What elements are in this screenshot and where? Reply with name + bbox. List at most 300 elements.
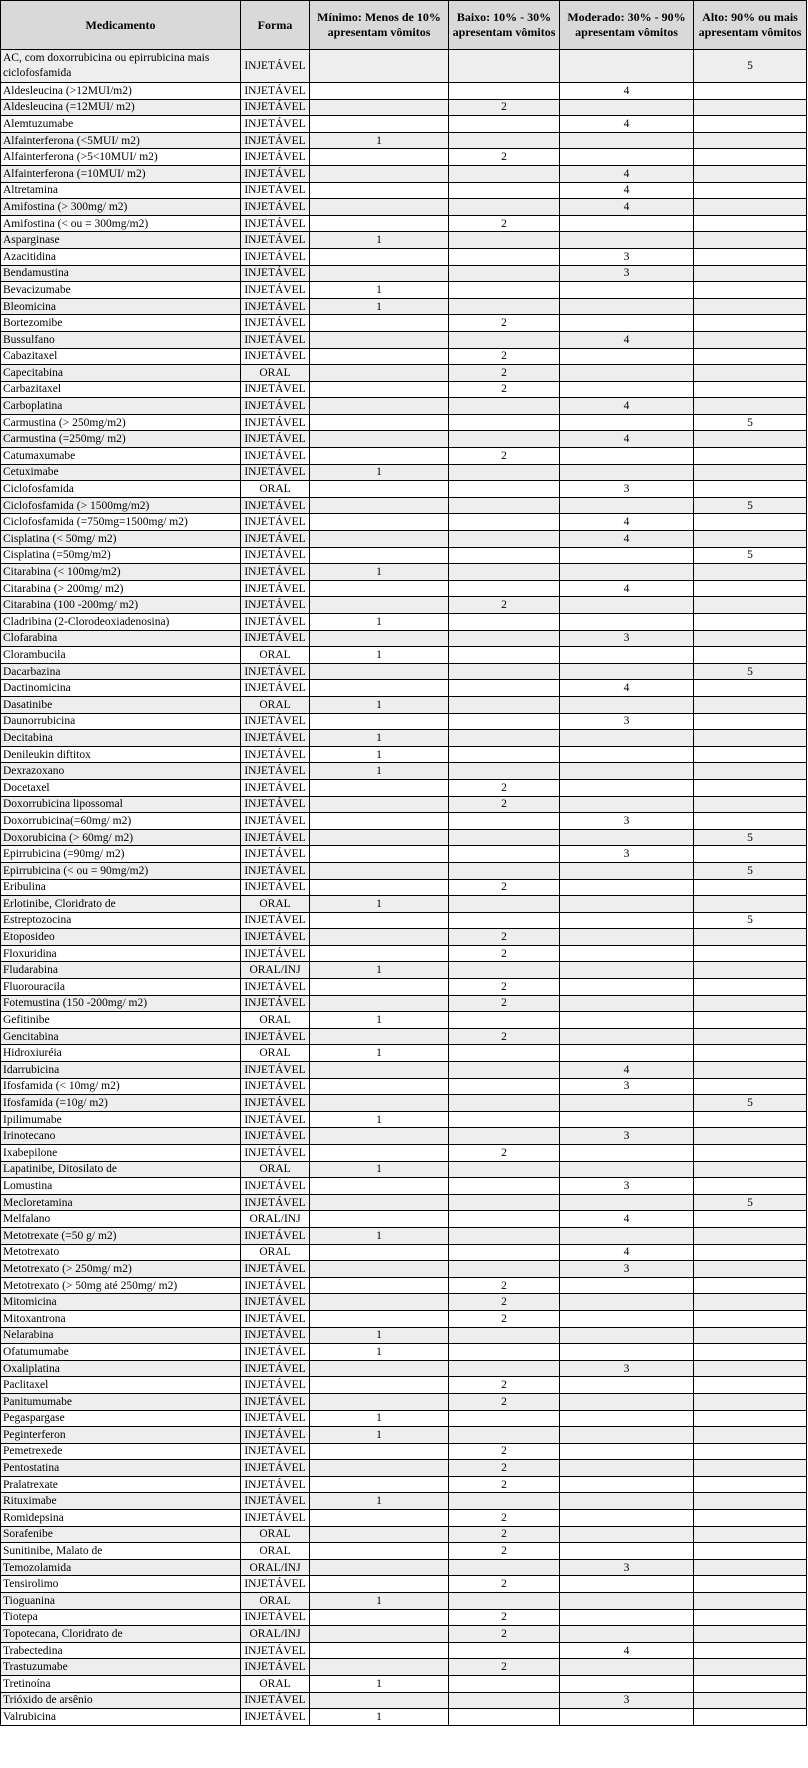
cell-alto bbox=[694, 1178, 807, 1195]
cell-forma: INJETÁVEL bbox=[241, 564, 310, 581]
cell-minimo bbox=[310, 1244, 449, 1261]
cell-alto bbox=[694, 398, 807, 415]
cell-minimo bbox=[310, 580, 449, 597]
cell-moderado bbox=[560, 448, 694, 465]
cell-forma: INJETÁVEL bbox=[241, 99, 310, 116]
cell-medicamento: Ciclofosfamida (> 1500mg/m2) bbox=[1, 497, 241, 514]
cell-forma: INJETÁVEL bbox=[241, 1642, 310, 1659]
cell-forma: INJETÁVEL bbox=[241, 1493, 310, 1510]
cell-forma: INJETÁVEL bbox=[241, 879, 310, 896]
cell-forma: ORAL bbox=[241, 1676, 310, 1693]
cell-medicamento: Temozolamida bbox=[1, 1559, 241, 1576]
cell-moderado bbox=[560, 1028, 694, 1045]
cell-forma: INJETÁVEL bbox=[241, 547, 310, 564]
cell-forma: INJETÁVEL bbox=[241, 846, 310, 863]
cell-baixo bbox=[449, 1111, 560, 1128]
cell-medicamento: Metotrexato (> 50mg até 250mg/ m2) bbox=[1, 1277, 241, 1294]
cell-alto bbox=[694, 1012, 807, 1029]
cell-minimo bbox=[310, 663, 449, 680]
cell-minimo bbox=[310, 929, 449, 946]
cell-forma: INJETÁVEL bbox=[241, 580, 310, 597]
cell-moderado bbox=[560, 315, 694, 332]
cell-forma: INJETÁVEL bbox=[241, 1443, 310, 1460]
cell-minimo bbox=[310, 365, 449, 382]
cell-minimo bbox=[310, 331, 449, 348]
cell-alto bbox=[694, 1128, 807, 1145]
table-row bbox=[1, 182, 807, 199]
cell-moderado bbox=[560, 1460, 694, 1477]
table-row bbox=[1, 829, 807, 846]
cell-forma: INJETÁVEL bbox=[241, 531, 310, 548]
cell-moderado bbox=[560, 763, 694, 780]
cell-medicamento: Cisplatina (=50mg/m2) bbox=[1, 547, 241, 564]
cell-baixo bbox=[449, 248, 560, 265]
cell-forma: INJETÁVEL bbox=[241, 1659, 310, 1676]
cell-medicamento: Dasatinibe bbox=[1, 696, 241, 713]
cell-alto bbox=[694, 1576, 807, 1593]
cell-forma: ORAL bbox=[241, 365, 310, 382]
table-row bbox=[1, 912, 807, 929]
table-row bbox=[1, 597, 807, 614]
cell-moderado bbox=[560, 1344, 694, 1361]
cell-forma: INJETÁVEL bbox=[241, 265, 310, 282]
cell-minimo bbox=[310, 1393, 449, 1410]
cell-medicamento: Asparginase bbox=[1, 232, 241, 249]
cell-minimo bbox=[310, 1261, 449, 1278]
table-row bbox=[1, 1659, 807, 1676]
cell-medicamento: Trastuzumabe bbox=[1, 1659, 241, 1676]
cell-forma: ORAL bbox=[241, 1045, 310, 1062]
cell-minimo: 1 bbox=[310, 1344, 449, 1361]
cell-alto bbox=[694, 680, 807, 697]
cell-moderado bbox=[560, 149, 694, 166]
cell-minimo bbox=[310, 1609, 449, 1626]
cell-medicamento: Denileukin diftitox bbox=[1, 746, 241, 763]
cell-medicamento: Alfainterferona (>5<10MUI/ m2) bbox=[1, 149, 241, 166]
cell-baixo bbox=[449, 896, 560, 913]
cell-medicamento: Ipilimumabe bbox=[1, 1111, 241, 1128]
cell-forma: INJETÁVEL bbox=[241, 116, 310, 133]
cell-forma: INJETÁVEL bbox=[241, 779, 310, 796]
cell-baixo bbox=[449, 1327, 560, 1344]
cell-moderado bbox=[560, 1111, 694, 1128]
cell-forma: INJETÁVEL bbox=[241, 414, 310, 431]
cell-forma: INJETÁVEL bbox=[241, 1427, 310, 1444]
cell-minimo bbox=[310, 448, 449, 465]
cell-baixo: 2 bbox=[449, 1626, 560, 1643]
cell-minimo bbox=[310, 1510, 449, 1527]
cell-minimo bbox=[310, 165, 449, 182]
cell-baixo bbox=[449, 1128, 560, 1145]
cell-alto bbox=[694, 1360, 807, 1377]
cell-baixo bbox=[449, 497, 560, 514]
cell-minimo bbox=[310, 414, 449, 431]
cell-baixo: 2 bbox=[449, 381, 560, 398]
cell-medicamento: Tioguanina bbox=[1, 1593, 241, 1610]
table-row bbox=[1, 1294, 807, 1311]
cell-forma: INJETÁVEL bbox=[241, 1128, 310, 1145]
col-header-alto: Alto: 90% ou mais apresentam vômitos bbox=[694, 1, 807, 50]
cell-medicamento: Carboplatina bbox=[1, 398, 241, 415]
table-row bbox=[1, 448, 807, 465]
cell-baixo bbox=[449, 813, 560, 830]
cell-moderado bbox=[560, 1277, 694, 1294]
cell-forma: ORAL/INJ bbox=[241, 1559, 310, 1576]
cell-alto bbox=[694, 1476, 807, 1493]
cell-medicamento: Carbazitaxel bbox=[1, 381, 241, 398]
cell-medicamento: Bendamustina bbox=[1, 265, 241, 282]
cell-minimo bbox=[310, 1543, 449, 1560]
cell-medicamento: Cetuximabe bbox=[1, 464, 241, 481]
cell-alto bbox=[694, 979, 807, 996]
cell-baixo bbox=[449, 962, 560, 979]
cell-baixo bbox=[449, 713, 560, 730]
cell-alto bbox=[694, 647, 807, 664]
cell-medicamento: Metotrexate (=50 g/ m2) bbox=[1, 1227, 241, 1244]
cell-forma: ORAL/INJ bbox=[241, 1626, 310, 1643]
table-row bbox=[1, 1559, 807, 1576]
cell-medicamento: Alfainterferona (<5MUI/ m2) bbox=[1, 132, 241, 149]
table-row bbox=[1, 1642, 807, 1659]
cell-alto bbox=[694, 232, 807, 249]
cell-minimo bbox=[310, 531, 449, 548]
cell-minimo: 1 bbox=[310, 1045, 449, 1062]
cell-moderado bbox=[560, 381, 694, 398]
cell-baixo: 2 bbox=[449, 979, 560, 996]
cell-forma: INJETÁVEL bbox=[241, 1709, 310, 1726]
cell-medicamento: Ciclofosfamida (=750mg=1500mg/ m2) bbox=[1, 514, 241, 531]
cell-moderado bbox=[560, 348, 694, 365]
cell-minimo bbox=[310, 995, 449, 1012]
cell-baixo bbox=[449, 1078, 560, 1095]
cell-alto bbox=[694, 1111, 807, 1128]
cell-forma: INJETÁVEL bbox=[241, 1277, 310, 1294]
cell-minimo bbox=[310, 1360, 449, 1377]
cell-forma: INJETÁVEL bbox=[241, 1476, 310, 1493]
cell-moderado: 3 bbox=[560, 1078, 694, 1095]
cell-moderado: 3 bbox=[560, 1360, 694, 1377]
cell-medicamento: Doxorrubicina(=60mg/ m2) bbox=[1, 813, 241, 830]
table-row bbox=[1, 1460, 807, 1477]
table-row bbox=[1, 1709, 807, 1726]
table-row bbox=[1, 1095, 807, 1112]
cell-baixo bbox=[449, 1194, 560, 1211]
cell-alto bbox=[694, 614, 807, 631]
cell-baixo bbox=[449, 1709, 560, 1726]
cell-minimo bbox=[310, 1443, 449, 1460]
cell-baixo: 2 bbox=[449, 365, 560, 382]
cell-forma: INJETÁVEL bbox=[241, 862, 310, 879]
cell-moderado bbox=[560, 929, 694, 946]
cell-forma: INJETÁVEL bbox=[241, 282, 310, 299]
table-row bbox=[1, 99, 807, 116]
cell-minimo bbox=[310, 116, 449, 133]
cell-forma: INJETÁVEL bbox=[241, 315, 310, 332]
cell-moderado bbox=[560, 779, 694, 796]
cell-baixo: 2 bbox=[449, 1443, 560, 1460]
table-row bbox=[1, 315, 807, 332]
cell-alto bbox=[694, 1161, 807, 1178]
cell-alto bbox=[694, 1145, 807, 1162]
cell-medicamento: Ifosfamida (< 10mg/ m2) bbox=[1, 1078, 241, 1095]
cell-baixo bbox=[449, 1095, 560, 1112]
cell-medicamento: Bleomicina bbox=[1, 298, 241, 315]
cell-minimo: 1 bbox=[310, 746, 449, 763]
cell-alto bbox=[694, 630, 807, 647]
cell-moderado: 4 bbox=[560, 331, 694, 348]
cell-alto: 5 bbox=[694, 414, 807, 431]
cell-alto bbox=[694, 746, 807, 763]
cell-minimo bbox=[310, 779, 449, 796]
cell-alto bbox=[694, 514, 807, 531]
cell-medicamento: Melfalano bbox=[1, 1211, 241, 1228]
cell-forma: INJETÁVEL bbox=[241, 381, 310, 398]
cell-forma: INJETÁVEL bbox=[241, 663, 310, 680]
cell-minimo bbox=[310, 979, 449, 996]
cell-baixo bbox=[449, 182, 560, 199]
cell-moderado bbox=[560, 1194, 694, 1211]
cell-baixo bbox=[449, 663, 560, 680]
cell-medicamento: Citarabina (> 200mg/ m2) bbox=[1, 580, 241, 597]
cell-medicamento: Amifostina (> 300mg/ m2) bbox=[1, 199, 241, 216]
cell-alto: 5 bbox=[694, 862, 807, 879]
cell-minimo: 1 bbox=[310, 896, 449, 913]
cell-medicamento: Oxaliplatina bbox=[1, 1360, 241, 1377]
cell-moderado: 4 bbox=[560, 83, 694, 100]
cell-alto bbox=[694, 1244, 807, 1261]
cell-moderado bbox=[560, 1576, 694, 1593]
cell-alto bbox=[694, 1692, 807, 1709]
cell-alto bbox=[694, 763, 807, 780]
cell-forma: INJETÁVEL bbox=[241, 1510, 310, 1527]
cell-moderado bbox=[560, 1626, 694, 1643]
cell-moderado bbox=[560, 497, 694, 514]
cell-forma: INJETÁVEL bbox=[241, 1227, 310, 1244]
cell-medicamento: Nelarabina bbox=[1, 1327, 241, 1344]
cell-moderado: 4 bbox=[560, 182, 694, 199]
cell-alto: 5 bbox=[694, 1095, 807, 1112]
cell-baixo: 2 bbox=[449, 945, 560, 962]
cell-baixo: 2 bbox=[449, 315, 560, 332]
cell-minimo: 1 bbox=[310, 1709, 449, 1726]
cell-forma: INJETÁVEL bbox=[241, 1460, 310, 1477]
cell-moderado: 3 bbox=[560, 248, 694, 265]
cell-minimo bbox=[310, 1128, 449, 1145]
cell-baixo: 2 bbox=[449, 1377, 560, 1394]
table-row bbox=[1, 962, 807, 979]
cell-minimo bbox=[310, 862, 449, 879]
cell-alto bbox=[694, 995, 807, 1012]
cell-medicamento: Mitomicina bbox=[1, 1294, 241, 1311]
table-row bbox=[1, 547, 807, 564]
table-row bbox=[1, 1576, 807, 1593]
table-row bbox=[1, 464, 807, 481]
cell-baixo bbox=[449, 1344, 560, 1361]
cell-minimo bbox=[310, 1294, 449, 1311]
cell-baixo bbox=[449, 1676, 560, 1693]
cell-minimo bbox=[310, 182, 449, 199]
table-row bbox=[1, 1626, 807, 1643]
cell-forma: INJETÁVEL bbox=[241, 165, 310, 182]
cell-moderado bbox=[560, 1393, 694, 1410]
cell-moderado bbox=[560, 1294, 694, 1311]
cell-medicamento: Pegaspargase bbox=[1, 1410, 241, 1427]
cell-forma: ORAL bbox=[241, 696, 310, 713]
table-row bbox=[1, 1128, 807, 1145]
cell-baixo: 2 bbox=[449, 149, 560, 166]
cell-medicamento: Idarrubicina bbox=[1, 1062, 241, 1079]
cell-minimo bbox=[310, 680, 449, 697]
cell-alto bbox=[694, 83, 807, 100]
cell-moderado bbox=[560, 746, 694, 763]
table-row bbox=[1, 680, 807, 697]
cell-minimo bbox=[310, 1211, 449, 1228]
cell-medicamento: Cabazitaxel bbox=[1, 348, 241, 365]
cell-alto bbox=[694, 331, 807, 348]
cell-medicamento: Dactinomicina bbox=[1, 680, 241, 697]
table-row bbox=[1, 564, 807, 581]
cell-medicamento: Trióxido de arsênio bbox=[1, 1692, 241, 1709]
cell-forma: INJETÁVEL bbox=[241, 1095, 310, 1112]
cell-moderado bbox=[560, 647, 694, 664]
table-row bbox=[1, 1111, 807, 1128]
cell-forma: INJETÁVEL bbox=[241, 1410, 310, 1427]
cell-alto: 5 bbox=[694, 829, 807, 846]
cell-minimo bbox=[310, 99, 449, 116]
cell-minimo: 1 bbox=[310, 696, 449, 713]
cell-forma: ORAL/INJ bbox=[241, 962, 310, 979]
cell-alto bbox=[694, 696, 807, 713]
cell-minimo: 1 bbox=[310, 132, 449, 149]
table-row bbox=[1, 779, 807, 796]
table-row bbox=[1, 1178, 807, 1195]
table-row bbox=[1, 1510, 807, 1527]
cell-medicamento: Bussulfano bbox=[1, 331, 241, 348]
table-row bbox=[1, 696, 807, 713]
cell-medicamento: Valrubicina bbox=[1, 1709, 241, 1726]
cell-forma: INJETÁVEL bbox=[241, 680, 310, 697]
cell-moderado: 4 bbox=[560, 1062, 694, 1079]
cell-moderado bbox=[560, 1012, 694, 1029]
cell-forma: INJETÁVEL bbox=[241, 149, 310, 166]
cell-forma: INJETÁVEL bbox=[241, 182, 310, 199]
cell-moderado bbox=[560, 896, 694, 913]
table-row bbox=[1, 995, 807, 1012]
table-row bbox=[1, 1045, 807, 1062]
table-row bbox=[1, 331, 807, 348]
table-row bbox=[1, 232, 807, 249]
cell-minimo: 1 bbox=[310, 647, 449, 664]
cell-forma: ORAL bbox=[241, 1161, 310, 1178]
cell-moderado bbox=[560, 1327, 694, 1344]
cell-medicamento: Dacarbazina bbox=[1, 663, 241, 680]
cell-baixo: 2 bbox=[449, 348, 560, 365]
table-row bbox=[1, 265, 807, 282]
cell-medicamento: Cladribina (2-Clorodeoxiadenosina) bbox=[1, 614, 241, 631]
cell-medicamento: Citarabina (100 -200mg/ m2) bbox=[1, 597, 241, 614]
cell-alto bbox=[694, 713, 807, 730]
cell-medicamento: Gefitinibe bbox=[1, 1012, 241, 1029]
col-header-forma: Forma bbox=[241, 1, 310, 50]
cell-forma: INJETÁVEL bbox=[241, 1062, 310, 1079]
cell-alto bbox=[694, 1028, 807, 1045]
cell-alto bbox=[694, 1277, 807, 1294]
cell-medicamento: Ixabepilone bbox=[1, 1145, 241, 1162]
cell-minimo bbox=[310, 481, 449, 498]
cell-alto: 5 bbox=[694, 50, 807, 83]
cell-baixo: 2 bbox=[449, 995, 560, 1012]
cell-moderado: 3 bbox=[560, 265, 694, 282]
cell-minimo bbox=[310, 829, 449, 846]
cell-baixo bbox=[449, 116, 560, 133]
cell-baixo bbox=[449, 730, 560, 747]
cell-forma: INJETÁVEL bbox=[241, 398, 310, 415]
table-row bbox=[1, 1277, 807, 1294]
cell-alto bbox=[694, 448, 807, 465]
cell-moderado bbox=[560, 282, 694, 299]
cell-alto bbox=[694, 1593, 807, 1610]
cell-medicamento: Altretamina bbox=[1, 182, 241, 199]
cell-moderado bbox=[560, 1659, 694, 1676]
cell-forma: INJETÁVEL bbox=[241, 448, 310, 465]
table-row bbox=[1, 1609, 807, 1626]
cell-medicamento: Pralatrexate bbox=[1, 1476, 241, 1493]
cell-medicamento: Catumaxumabe bbox=[1, 448, 241, 465]
cell-moderado bbox=[560, 1410, 694, 1427]
table-row bbox=[1, 365, 807, 382]
cell-minimo: 1 bbox=[310, 1593, 449, 1610]
cell-medicamento: Panitumumabe bbox=[1, 1393, 241, 1410]
cell-moderado bbox=[560, 1493, 694, 1510]
cell-baixo: 2 bbox=[449, 1659, 560, 1676]
cell-medicamento: Doxorubicina (> 60mg/ m2) bbox=[1, 829, 241, 846]
cell-baixo bbox=[449, 398, 560, 415]
cell-alto bbox=[694, 1344, 807, 1361]
cell-alto bbox=[694, 365, 807, 382]
cell-moderado bbox=[560, 1095, 694, 1112]
cell-alto bbox=[694, 879, 807, 896]
table-row bbox=[1, 1543, 807, 1560]
cell-alto bbox=[694, 215, 807, 232]
cell-medicamento: Topotecana, Cloridrato de bbox=[1, 1626, 241, 1643]
cell-minimo bbox=[310, 1626, 449, 1643]
cell-moderado bbox=[560, 1227, 694, 1244]
cell-forma: INJETÁVEL bbox=[241, 1393, 310, 1410]
cell-forma: INJETÁVEL bbox=[241, 614, 310, 631]
cell-medicamento: Dexrazoxano bbox=[1, 763, 241, 780]
cell-alto bbox=[694, 99, 807, 116]
cell-baixo bbox=[449, 1012, 560, 1029]
cell-medicamento: Alfainterferona (=10MUI/ m2) bbox=[1, 165, 241, 182]
cell-moderado bbox=[560, 1476, 694, 1493]
cell-alto bbox=[694, 1626, 807, 1643]
cell-medicamento: Tretinoína bbox=[1, 1676, 241, 1693]
table-row bbox=[1, 979, 807, 996]
cell-moderado bbox=[560, 99, 694, 116]
cell-baixo bbox=[449, 1427, 560, 1444]
cell-alto bbox=[694, 1261, 807, 1278]
cell-moderado bbox=[560, 614, 694, 631]
cell-forma: INJETÁVEL bbox=[241, 995, 310, 1012]
table-row bbox=[1, 83, 807, 100]
table-row bbox=[1, 1427, 807, 1444]
cell-moderado bbox=[560, 414, 694, 431]
cell-alto bbox=[694, 1211, 807, 1228]
table-row bbox=[1, 497, 807, 514]
cell-baixo: 2 bbox=[449, 1510, 560, 1527]
cell-forma: INJETÁVEL bbox=[241, 597, 310, 614]
cell-medicamento: Bortezomibe bbox=[1, 315, 241, 332]
